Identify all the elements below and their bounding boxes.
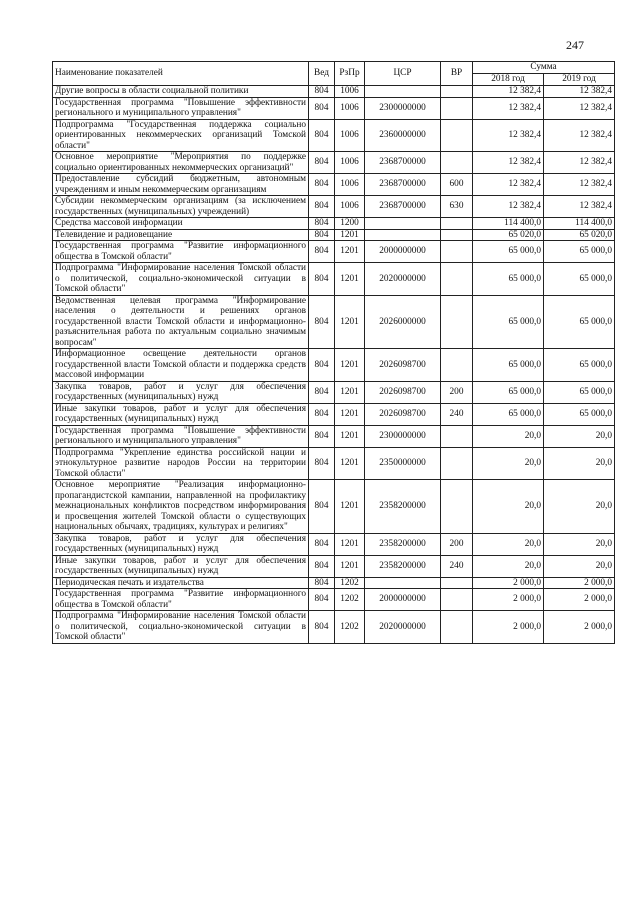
cell-sum-2018: 20,0 bbox=[473, 447, 544, 480]
cell-sum-2019: 20,0 bbox=[544, 555, 615, 577]
cell-csr: 2026098700 bbox=[365, 349, 441, 382]
table-row bbox=[53, 611, 615, 644]
cell-csr bbox=[365, 577, 441, 589]
cell-csr: 2020000000 bbox=[365, 263, 441, 296]
cell-vr bbox=[441, 241, 473, 263]
header-ved: Вед bbox=[309, 62, 335, 86]
cell-name: Подпрограмма "Государственная поддержка социально ориентированных некоммерческих организаций Томской области" bbox=[53, 119, 309, 152]
cell-vr bbox=[441, 611, 473, 644]
cell-csr: 2300000000 bbox=[365, 425, 441, 447]
header-year-2018: 2018 год bbox=[473, 74, 544, 86]
cell-sum-2018: 2 000,0 bbox=[473, 611, 544, 644]
cell-sum-2018: 12 382,4 bbox=[473, 174, 544, 196]
cell-rzpr: 1201 bbox=[335, 295, 365, 349]
cell-sum-2019: 12 382,4 bbox=[544, 174, 615, 196]
cell-name: Субсидии некоммерческим организациям (за исключением государственных (муниципальных) учреждений) bbox=[53, 196, 309, 218]
cell-name: Государственная программа "Повышение эффективности регионального и муниципального управления" bbox=[53, 97, 309, 119]
cell-ved: 804 bbox=[309, 119, 335, 152]
cell-csr: 2368700000 bbox=[365, 152, 441, 174]
table-row bbox=[53, 447, 615, 480]
cell-sum-2019: 20,0 bbox=[544, 447, 615, 480]
cell-sum-2018: 20,0 bbox=[473, 555, 544, 577]
cell-csr: 2358200000 bbox=[365, 480, 441, 534]
cell-rzpr: 1201 bbox=[335, 555, 365, 577]
cell-sum-2018: 20,0 bbox=[473, 425, 544, 447]
table-row bbox=[53, 533, 615, 555]
cell-name: Государственная программа "Повышение эффективности регионального и муниципального управления" bbox=[53, 425, 309, 447]
table-row bbox=[53, 229, 615, 241]
cell-vr bbox=[441, 119, 473, 152]
cell-sum-2019: 12 382,4 bbox=[544, 86, 615, 98]
cell-ved: 804 bbox=[309, 589, 335, 611]
cell-ved: 804 bbox=[309, 174, 335, 196]
table-row bbox=[53, 97, 615, 119]
cell-rzpr: 1201 bbox=[335, 425, 365, 447]
cell-csr: 2026098700 bbox=[365, 403, 441, 425]
cell-sum-2019: 65 000,0 bbox=[544, 295, 615, 349]
cell-sum-2019: 20,0 bbox=[544, 480, 615, 534]
cell-name: Телевидение и радиовещание bbox=[53, 229, 309, 241]
cell-name: Периодическая печать и издательства bbox=[53, 577, 309, 589]
table-row bbox=[53, 403, 615, 425]
cell-vr: 240 bbox=[441, 403, 473, 425]
cell-csr: 2368700000 bbox=[365, 174, 441, 196]
table-row bbox=[53, 577, 615, 589]
cell-vr bbox=[441, 97, 473, 119]
header-csr: ЦСР bbox=[365, 62, 441, 86]
table-row bbox=[53, 119, 615, 152]
cell-ved: 804 bbox=[309, 196, 335, 218]
cell-name: Ведомственная целевая программа "Информирование населения о деятельности и решениях органов государственной власти Томской области и информационно-разъяснительная работа по актуальным социально значимым вопросам" bbox=[53, 295, 309, 349]
cell-rzpr: 1006 bbox=[335, 97, 365, 119]
table-row bbox=[53, 555, 615, 577]
cell-ved: 804 bbox=[309, 555, 335, 577]
table-row bbox=[53, 86, 615, 98]
cell-sum-2019: 65 000,0 bbox=[544, 349, 615, 382]
cell-rzpr: 1202 bbox=[335, 589, 365, 611]
cell-vr bbox=[441, 229, 473, 241]
cell-rzpr: 1201 bbox=[335, 533, 365, 555]
cell-csr: 2000000000 bbox=[365, 241, 441, 263]
header-year-2019: 2019 год bbox=[544, 74, 615, 86]
cell-sum-2018: 2 000,0 bbox=[473, 589, 544, 611]
cell-ved: 804 bbox=[309, 86, 335, 98]
cell-ved: 804 bbox=[309, 403, 335, 425]
cell-sum-2018: 12 382,4 bbox=[473, 86, 544, 98]
table-row bbox=[53, 218, 615, 230]
cell-sum-2018: 65 000,0 bbox=[473, 349, 544, 382]
table-row bbox=[53, 480, 615, 534]
cell-vr: 600 bbox=[441, 174, 473, 196]
cell-ved: 804 bbox=[309, 152, 335, 174]
cell-rzpr: 1201 bbox=[335, 241, 365, 263]
cell-sum-2019: 12 382,4 bbox=[544, 119, 615, 152]
cell-rzpr: 1201 bbox=[335, 480, 365, 534]
cell-ved: 804 bbox=[309, 447, 335, 480]
cell-rzpr: 1202 bbox=[335, 577, 365, 589]
table-row bbox=[53, 295, 615, 349]
cell-rzpr: 1006 bbox=[335, 174, 365, 196]
cell-vr: 240 bbox=[441, 555, 473, 577]
cell-rzpr: 1006 bbox=[335, 152, 365, 174]
cell-ved: 804 bbox=[309, 97, 335, 119]
cell-sum-2018: 65 000,0 bbox=[473, 263, 544, 296]
cell-csr bbox=[365, 218, 441, 230]
cell-sum-2018: 2 000,0 bbox=[473, 577, 544, 589]
table-row bbox=[53, 263, 615, 296]
cell-sum-2019: 65 000,0 bbox=[544, 263, 615, 296]
cell-vr bbox=[441, 263, 473, 296]
cell-ved: 804 bbox=[309, 533, 335, 555]
cell-sum-2018: 114 400,0 bbox=[473, 218, 544, 230]
cell-csr: 2360000000 bbox=[365, 119, 441, 152]
table-row bbox=[53, 589, 615, 611]
cell-sum-2019: 65 000,0 bbox=[544, 381, 615, 403]
cell-rzpr: 1006 bbox=[335, 86, 365, 98]
cell-ved: 804 bbox=[309, 295, 335, 349]
cell-vr bbox=[441, 447, 473, 480]
cell-sum-2018: 65 000,0 bbox=[473, 241, 544, 263]
cell-csr: 2350000000 bbox=[365, 447, 441, 480]
cell-sum-2018: 12 382,4 bbox=[473, 152, 544, 174]
cell-sum-2018: 12 382,4 bbox=[473, 97, 544, 119]
cell-csr bbox=[365, 229, 441, 241]
cell-name: Другие вопросы в области социальной политики bbox=[53, 86, 309, 98]
table-header bbox=[53, 62, 615, 86]
cell-sum-2018: 20,0 bbox=[473, 533, 544, 555]
cell-csr: 2358200000 bbox=[365, 555, 441, 577]
cell-sum-2019: 20,0 bbox=[544, 533, 615, 555]
header-name: Наименование показателей bbox=[53, 62, 309, 86]
cell-vr bbox=[441, 152, 473, 174]
cell-sum-2019: 2 000,0 bbox=[544, 611, 615, 644]
cell-rzpr: 1006 bbox=[335, 119, 365, 152]
cell-vr bbox=[441, 218, 473, 230]
cell-sum-2018: 12 382,4 bbox=[473, 196, 544, 218]
header-sum: Сумма bbox=[473, 62, 615, 74]
cell-name: Основное мероприятие "Мероприятия по поддержке социально ориентированных некоммерческих организаций" bbox=[53, 152, 309, 174]
cell-name: Предоставление субсидий бюджетным, автономным учреждениям и иным некоммерческим организациям bbox=[53, 174, 309, 196]
cell-sum-2018: 65 000,0 bbox=[473, 403, 544, 425]
cell-csr: 2368700000 bbox=[365, 196, 441, 218]
cell-sum-2019: 12 382,4 bbox=[544, 97, 615, 119]
cell-rzpr: 1202 bbox=[335, 611, 365, 644]
cell-vr bbox=[441, 577, 473, 589]
table-row bbox=[53, 196, 615, 218]
cell-sum-2019: 12 382,4 bbox=[544, 196, 615, 218]
cell-sum-2019: 65 000,0 bbox=[544, 241, 615, 263]
cell-sum-2019: 2 000,0 bbox=[544, 577, 615, 589]
cell-vr bbox=[441, 425, 473, 447]
cell-ved: 804 bbox=[309, 241, 335, 263]
header-rzpr: РзПр bbox=[335, 62, 365, 86]
cell-name: Информационное освещение деятельности органов государственной власти Томской области и поддержка средств массовой информации bbox=[53, 349, 309, 382]
header-vr: ВР bbox=[441, 62, 473, 86]
cell-rzpr: 1201 bbox=[335, 349, 365, 382]
table-row bbox=[53, 381, 615, 403]
cell-name: Государственная программа "Развитие информационного общества в Томской области" bbox=[53, 589, 309, 611]
cell-ved: 804 bbox=[309, 577, 335, 589]
cell-rzpr: 1006 bbox=[335, 196, 365, 218]
cell-rzpr: 1201 bbox=[335, 381, 365, 403]
cell-ved: 804 bbox=[309, 381, 335, 403]
cell-rzpr: 1201 bbox=[335, 447, 365, 480]
cell-sum-2018: 12 382,4 bbox=[473, 119, 544, 152]
cell-name: Закупка товаров, работ и услуг для обеспечения государственных (муниципальных) нужд bbox=[53, 381, 309, 403]
cell-sum-2019: 2 000,0 bbox=[544, 589, 615, 611]
cell-name: Иные закупки товаров, работ и услуг для обеспечения государственных (муниципальных) нужд bbox=[53, 403, 309, 425]
cell-sum-2019: 65 020,0 bbox=[544, 229, 615, 241]
cell-ved: 804 bbox=[309, 425, 335, 447]
cell-sum-2018: 65 000,0 bbox=[473, 381, 544, 403]
cell-vr: 200 bbox=[441, 533, 473, 555]
cell-csr: 2020000000 bbox=[365, 611, 441, 644]
cell-sum-2019: 20,0 bbox=[544, 425, 615, 447]
cell-name: Государственная программа "Развитие информационного общества в Томской области" bbox=[53, 241, 309, 263]
cell-vr: 630 bbox=[441, 196, 473, 218]
cell-rzpr: 1201 bbox=[335, 403, 365, 425]
cell-sum-2018: 20,0 bbox=[473, 480, 544, 534]
cell-ved: 804 bbox=[309, 480, 335, 534]
table-row bbox=[53, 152, 615, 174]
cell-ved: 804 bbox=[309, 611, 335, 644]
cell-ved: 804 bbox=[309, 263, 335, 296]
table-row bbox=[53, 349, 615, 382]
cell-vr bbox=[441, 295, 473, 349]
cell-sum-2018: 65 000,0 bbox=[473, 295, 544, 349]
cell-name: Основное мероприятие "Реализация информационно-пропагандистской кампании, направленной на профилактику межнациональных конфликтов посредством информирования и просвещения жителей Томской области о существующих национальных обычаях, традициях, культурах и религиях" bbox=[53, 480, 309, 534]
cell-csr: 2000000000 bbox=[365, 589, 441, 611]
cell-vr: 200 bbox=[441, 381, 473, 403]
cell-vr bbox=[441, 480, 473, 534]
cell-sum-2019: 114 400,0 bbox=[544, 218, 615, 230]
cell-name: Средства массовой информации bbox=[53, 218, 309, 230]
cell-rzpr: 1201 bbox=[335, 229, 365, 241]
cell-rzpr: 1200 bbox=[335, 218, 365, 230]
cell-name: Подпрограмма "Укрепление единства российской нации и этнокультурное развитие народов России на территории Томской области" bbox=[53, 447, 309, 480]
cell-csr: 2300000000 bbox=[365, 97, 441, 119]
cell-ved: 804 bbox=[309, 218, 335, 230]
cell-ved: 804 bbox=[309, 349, 335, 382]
cell-ved: 804 bbox=[309, 229, 335, 241]
cell-rzpr: 1201 bbox=[335, 263, 365, 296]
cell-name: Закупка товаров, работ и услуг для обеспечения государственных (муниципальных) нужд bbox=[53, 533, 309, 555]
cell-name: Иные закупки товаров, работ и услуг для обеспечения государственных (муниципальных) нужд bbox=[53, 555, 309, 577]
cell-name: Подпрограмма "Информирование населения Томской области о политической, социально-экономической ситуации в Томской области" bbox=[53, 611, 309, 644]
table-row bbox=[53, 425, 615, 447]
table-body bbox=[53, 86, 615, 644]
cell-name: Подпрограмма "Информирование населения Томской области о политической, социально-экономической ситуации в Томской области" bbox=[53, 263, 309, 296]
cell-csr: 2026098700 bbox=[365, 381, 441, 403]
table-row bbox=[53, 241, 615, 263]
cell-vr bbox=[441, 349, 473, 382]
cell-csr bbox=[365, 86, 441, 98]
cell-sum-2019: 12 382,4 bbox=[544, 152, 615, 174]
cell-csr: 2358200000 bbox=[365, 533, 441, 555]
cell-csr: 2026000000 bbox=[365, 295, 441, 349]
cell-sum-2018: 65 020,0 bbox=[473, 229, 544, 241]
cell-vr bbox=[441, 589, 473, 611]
page-number: 247 bbox=[566, 38, 584, 52]
table-row bbox=[53, 174, 615, 196]
budget-table bbox=[52, 61, 615, 644]
cell-sum-2019: 65 000,0 bbox=[544, 403, 615, 425]
cell-vr bbox=[441, 86, 473, 98]
